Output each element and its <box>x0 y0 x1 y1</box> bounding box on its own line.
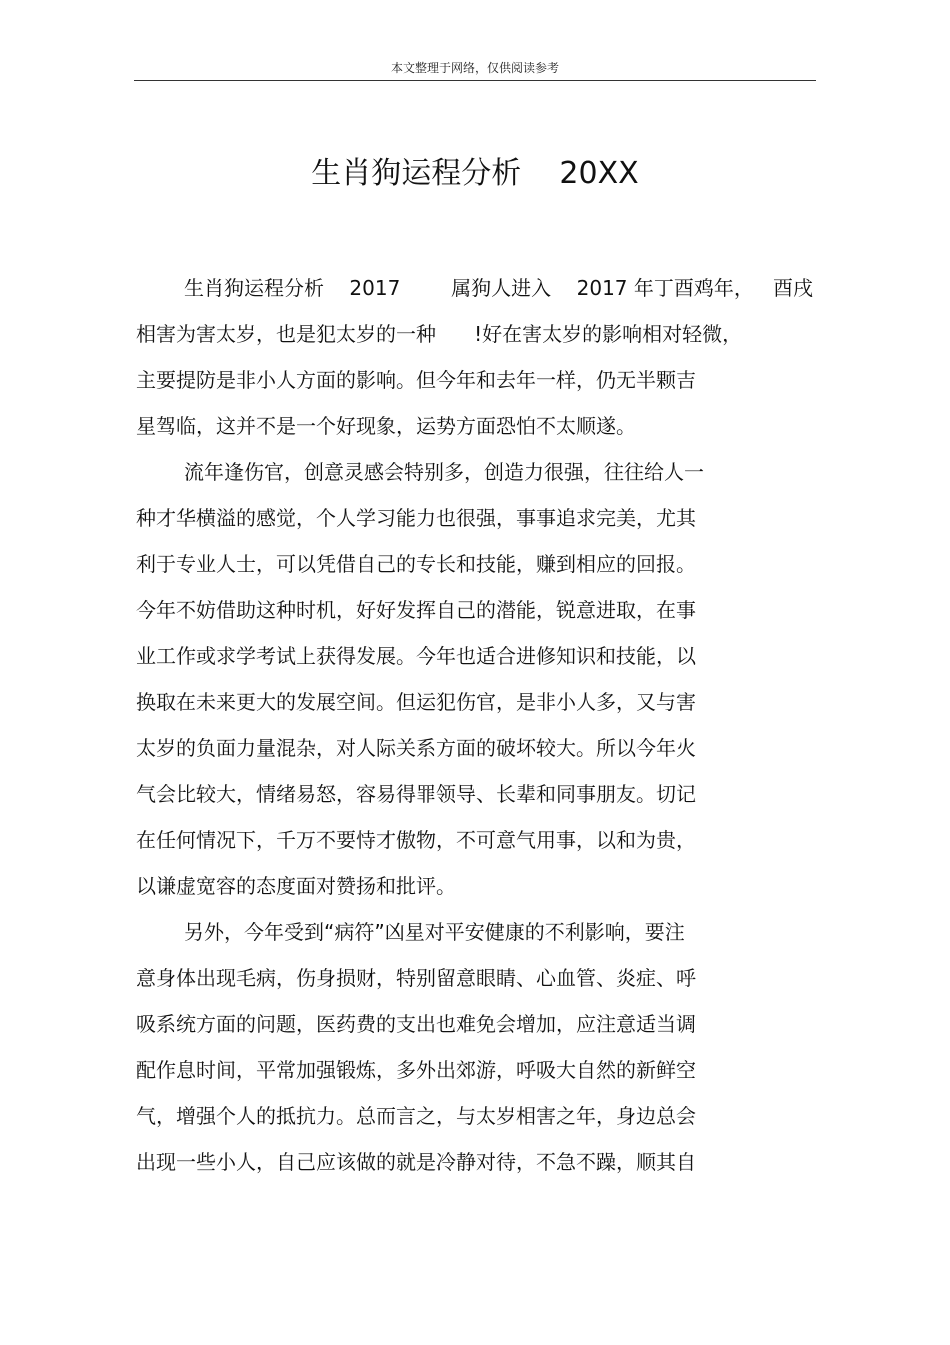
paragraph-line: 配作息时间，平常加强锻炼，多外出郊游，呼吸大自然的新鲜空 <box>136 1058 696 1082</box>
paragraph-line: 星驾临，这并不是一个好现象，运势方面恐怕不太顺遂。 <box>136 414 636 438</box>
paragraph-1 <box>136 265 816 449</box>
paragraph-line: 生肖狗运程分析 2017 属狗人进入 2017 年丁酉鸡年， 酉戌 <box>184 276 813 300</box>
paragraph-3 <box>136 909 816 1185</box>
paragraph-line: 出现一些小人，自己应该做的就是冷静对待，不急不躁，顺其自 <box>136 1150 696 1174</box>
paragraph-line: 太岁的负面力量混杂，对人际关系方面的破坏较大。所以今年火 <box>136 736 696 760</box>
paragraph-line: 换取在未来更大的发展空间。但运犯伤官，是非小人多，又与害 <box>136 690 696 714</box>
paragraph-line: 利于专业人士，可以凭借自己的专长和技能，赚到相应的回报。 <box>136 552 696 576</box>
paragraph-line: 意身体出现毛病，伤身损财，特别留意眼睛、心血管、炎症、呼 <box>136 966 696 990</box>
paragraph-line: 吸系统方面的问题，医药费的支出也难免会增加，应注意适当调 <box>136 1012 696 1036</box>
paragraph-line: 主要提防是非小人方面的影响。但今年和去年一样，仍无半颗吉 <box>136 368 696 392</box>
paragraph-2 <box>136 449 816 909</box>
paragraph-line: 气会比较大，情绪易怒，容易得罪领导、长辈和同事朋友。切记 <box>136 782 696 806</box>
document-title: 生肖狗运程分析 20XX <box>311 156 639 191</box>
paragraph-line: 流年逢伤官，创意灵感会特别多，创造力很强，往往给人一 <box>184 460 704 484</box>
header-note: 本文整理于网络，仅供阅读参考 <box>390 61 559 75</box>
paragraph-line: 另外，今年受到“病符”凶星对平安健康的不利影响，要注 <box>184 920 685 944</box>
document-body <box>136 265 816 1185</box>
paragraph-line: 今年不妨借助这种时机，好好发挥自己的潜能，锐意进取，在事 <box>136 598 696 622</box>
paragraph-line: 种才华横溢的感觉，个人学习能力也很强，事事追求完美，尤其 <box>136 506 696 530</box>
paragraph-line: 业工作或求学考试上获得发展。今年也适合进修知识和技能，以 <box>136 644 696 668</box>
paragraph-line: 以谦虚宽容的态度面对赞扬和批评。 <box>136 874 456 898</box>
paragraph-line: 气，增强个人的抵抗力。总而言之，与太岁相害之年，身边总会 <box>136 1104 696 1128</box>
header-divider <box>134 80 816 81</box>
paragraph-line: 在任何情况下，千万不要恃才傲物，不可意气用事，以和为贵， <box>136 828 696 852</box>
paragraph-line: 相害为害太岁，也是犯太岁的一种 !好在害太岁的影响相对轻微， <box>136 322 743 346</box>
